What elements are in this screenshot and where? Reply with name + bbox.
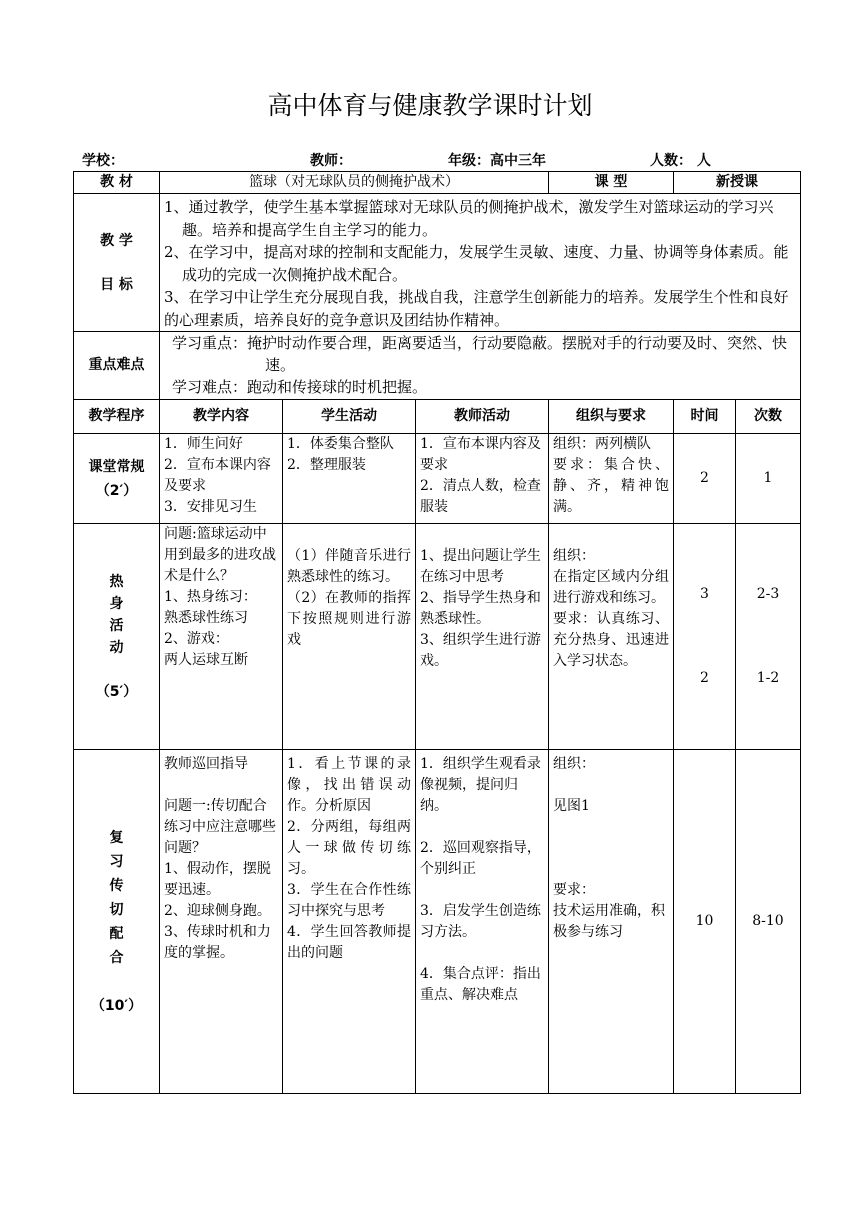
col-header-org: 组织与要求 [549, 400, 674, 434]
teacher-cell: 1、提出问题让学生在练习中思考 2、指导学生热身和熟悉球性。 3、组织学生进行游戏。 [416, 524, 549, 750]
table-row [74, 750, 801, 1094]
time-cell: 10 [674, 750, 736, 1094]
material-value-text: 篮球（对无球队员的侧掩护战术） [249, 174, 459, 190]
goals-label [74, 194, 160, 332]
col-header-time: 时间 [674, 400, 736, 434]
material-row [74, 172, 801, 194]
grade-label: 年级：高中三年 [448, 153, 546, 169]
material-label: 教 材 [74, 172, 160, 194]
goal-item-3: 3、在学习中让学生充分展现自我，挑战自我，注意学生创新能力的培养。发展学生个性和良好的心理素质，培养良好的竞争意识及团结协作精神。 [164, 288, 789, 329]
material-value [160, 172, 549, 194]
goals-content [160, 194, 801, 332]
goals-label-line-2: 目 标 [100, 276, 133, 293]
times-cell: 2-3 1-2 [736, 524, 801, 750]
goal-item-2: 2、在学习中，提高对球的控制和支配能力，发展学生灵敏、速度、力量、协调等身体素质。能成功的完成一次侧掩护战术配合。 [164, 243, 789, 284]
keypoints-difficulty: 学习难点：跑动和传接球的时机把握。 [172, 378, 428, 396]
type-value: 新授课 [674, 172, 801, 194]
time-cell: 2 [674, 434, 736, 524]
goals-row [74, 194, 801, 332]
goal-item-1: 1、通过教学，使学生基本掌握篮球对无球队员的侧掩护战术，激发学生对篮球运动的学习兴趣。培养和提高学生自主学习的能力。 [164, 198, 774, 239]
times-cell: 1 [736, 434, 801, 524]
student-cell: 1．体委集合整队 2．整理服装 [283, 434, 416, 524]
lesson-plan-table [73, 171, 801, 1094]
school-label: 学校： [82, 153, 124, 169]
teacher-cell: 1．组织学生观看录像视频，提问归纳。 2．巡回观察指导，个别纠正 3．启发学生创造练习方法。 4．集合点评：指出重点、解决难点 [416, 750, 549, 1094]
page-title: 高中体育与健康教学课时计划 [267, 91, 593, 120]
goals-label-line-1: 教 学 [100, 232, 133, 249]
col-header-teacher: 教师活动 [416, 400, 549, 434]
org-cell: 组织： 见图1 要求： 技术运用准确，积极参与练习 [549, 750, 674, 1094]
teacher-label: 教师： [310, 153, 352, 169]
content-cell: 1．师生问好 2．宣布本课内容及要求 3．安排见习生 [160, 434, 283, 524]
content-cell: 教师巡回指导 问题一:传切配合练习中应注意哪些问题？ 1、假动作，摆脱要迅速。 2、迎球侧身跑。 3、传球时机和力度的掌握。 [160, 750, 283, 1094]
content-cell: 问题:篮球运动中用到最多的进攻战术是什么？ 1、热身练习： 熟悉球性练习 2、游戏： 两人运球互断 [160, 524, 283, 750]
org-cell: 组织： 在指定区域内分组进行游戏和练习。 要求：认真练习、充分热身、迅速进入学习状态。 [549, 524, 674, 750]
column-header-row [74, 400, 801, 434]
keypoints-focus: 学习重点：掩护时动作要合理，距离要适当，行动要隐蔽。摆脱对手的行动要及时、突然、快速。 [172, 334, 788, 374]
col-header-times: 次数 [736, 400, 801, 434]
col-header-stage: 教学程序 [74, 400, 160, 434]
org-cell: 组织：两列横队 要求：集合快、静、齐，精神饱满。 [549, 434, 674, 524]
table-row [74, 524, 801, 750]
keypoints-row [74, 332, 801, 400]
count-label: 人数： 人 [650, 153, 711, 169]
times-cell: 8-10 [736, 750, 801, 1094]
student-cell: 1．看上节课的录像，找出错误动作。分析原因 2．分两组，每组两人一球做传切练习。 3．学生在合作性练习中探究与思考 4．学生回答教师提出的问题 [283, 750, 416, 1094]
col-header-content: 教学内容 [160, 400, 283, 434]
table-row [74, 434, 801, 524]
keypoints-label: 重点难点 [74, 332, 160, 400]
keypoints-content [160, 332, 801, 400]
teacher-cell: 1．宣布本课内容及要求 2．清点人数，检查服装 [416, 434, 549, 524]
student-cell: （1）伴随音乐进行熟悉球性的练习。 （2）在教师的指挥下按照规则进行游戏 [283, 524, 416, 750]
type-label: 课 型 [549, 172, 674, 194]
col-header-student: 学生活动 [283, 400, 416, 434]
stage-cell: 复 习 传 切 配 合 （10′） [74, 750, 160, 1094]
stage-cell: 热 身 活 动 （5′） [74, 524, 160, 750]
time-cell: 3 2 [674, 524, 736, 750]
stage-cell: 课堂常规 （2′） [74, 434, 160, 524]
